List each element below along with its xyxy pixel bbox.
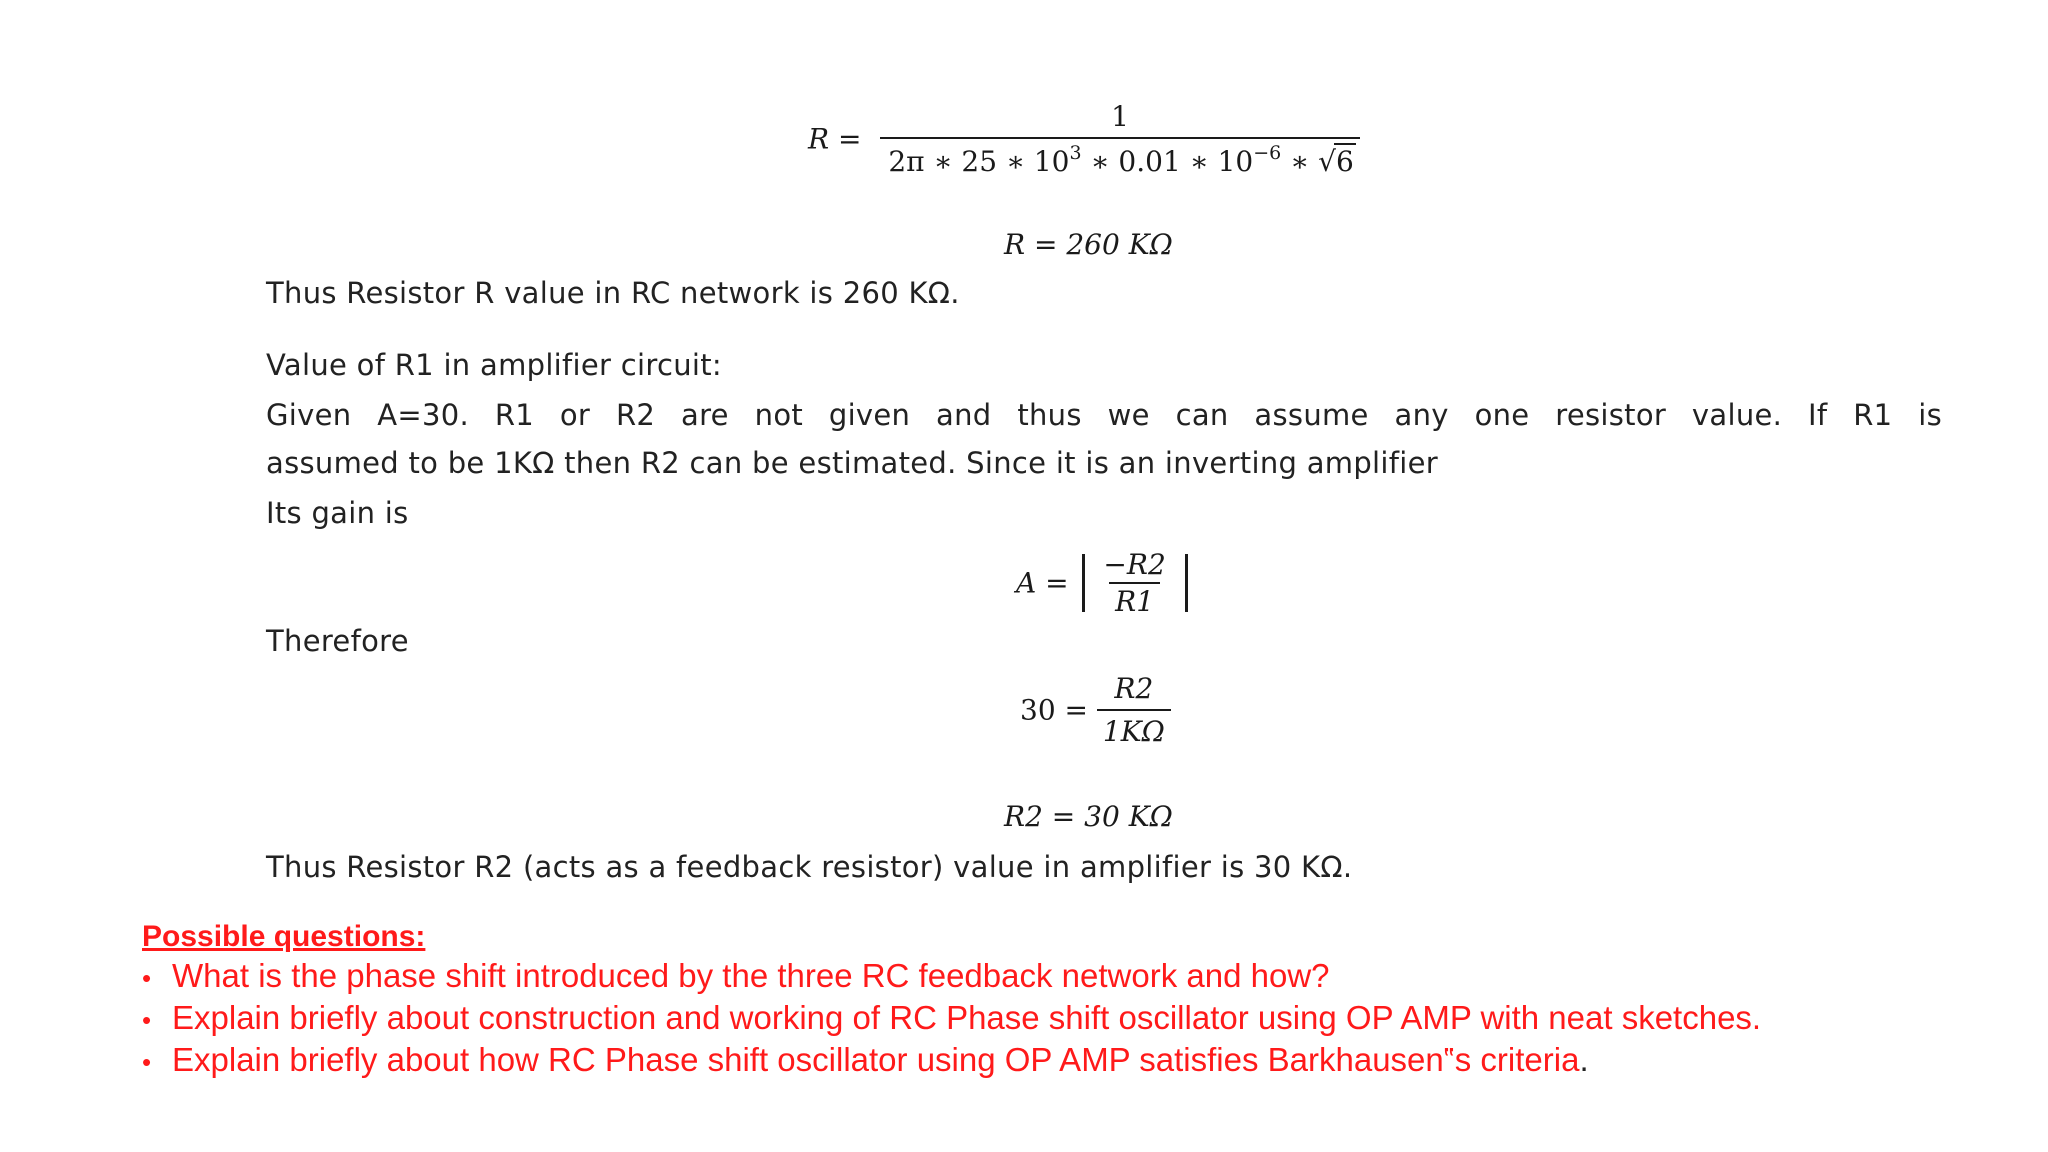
den-exponent: −6	[1253, 142, 1282, 164]
given-line-1: Given A=30. R1 or R2 are not given and thus we can assume any one resistor value. If R1 is	[266, 398, 1942, 432]
equation-r-fraction	[808, 100, 1360, 178]
r2-conclusion-text: Thus Resistor R2 (acts as a feedback resistor) value in amplifier is 30 KΩ.	[266, 850, 1353, 884]
fraction	[880, 100, 1359, 178]
equation-gain-formula	[1016, 548, 1192, 618]
therefore-text: Therefore	[266, 624, 409, 658]
gain-intro-text: Its gain is	[266, 496, 409, 530]
question-text: Explain briefly about how RC Phase shift oscillator using OP AMP satisfies Barkhausen‟s criteria	[172, 1041, 1580, 1078]
r1-heading-text: Value of R1 in amplifier circuit:	[266, 348, 723, 382]
question-text: What is the phase shift introduced by the three RC feedback network and how?	[172, 957, 1330, 994]
sqrt-argument: 6	[1335, 145, 1354, 178]
bullet-icon: •	[142, 1047, 152, 1077]
question-text: Explain briefly about construction and working of RC Phase shift oscillator using OP AMP with neat sketches.	[172, 999, 1762, 1036]
fraction-denominator	[880, 137, 1359, 178]
fraction-denominator: 1KΩ	[1097, 709, 1171, 748]
r-conclusion-text: Thus Resistor R value in RC network is 260 KΩ.	[266, 276, 960, 310]
equation-r-result: R = 260 KΩ	[1004, 228, 1173, 261]
equation-r2-result: R2 = 30 KΩ	[1004, 800, 1173, 833]
sqrt-sign: √	[1318, 145, 1336, 178]
equation-lhs: R =	[808, 122, 862, 156]
fraction-numerator: 1	[1111, 100, 1129, 133]
den-part: ∗ 0.01 ∗ 10	[1081, 145, 1254, 178]
equation-lhs: A =	[1016, 566, 1069, 600]
question-item	[142, 957, 1330, 995]
equation-gain-value	[1020, 672, 1171, 748]
den-exponent: 3	[1069, 142, 1082, 164]
equation-lhs: 30 =	[1020, 693, 1088, 727]
questions-heading: Possible questions:	[142, 920, 426, 953]
question-end-period: .	[1579, 1041, 1589, 1078]
fraction-denominator: R1	[1109, 582, 1160, 618]
abs-bar-right	[1185, 554, 1188, 612]
fraction	[1097, 672, 1171, 748]
bullet-icon: •	[142, 1005, 152, 1035]
question-item	[142, 1041, 1589, 1079]
den-part: ∗	[1281, 145, 1319, 178]
fraction-numerator: −R2	[1103, 548, 1166, 581]
den-part: 2π ∗ 25 ∗ 10	[888, 145, 1070, 178]
fraction-numerator: R2	[1114, 672, 1154, 705]
question-item	[142, 999, 1761, 1037]
fraction	[1097, 548, 1171, 618]
bullet-icon: •	[142, 963, 152, 993]
abs-bar-left	[1082, 554, 1085, 612]
given-line-2: assumed to be 1KΩ then R2 can be estimated. Since it is an inverting amplifier	[266, 446, 1439, 480]
